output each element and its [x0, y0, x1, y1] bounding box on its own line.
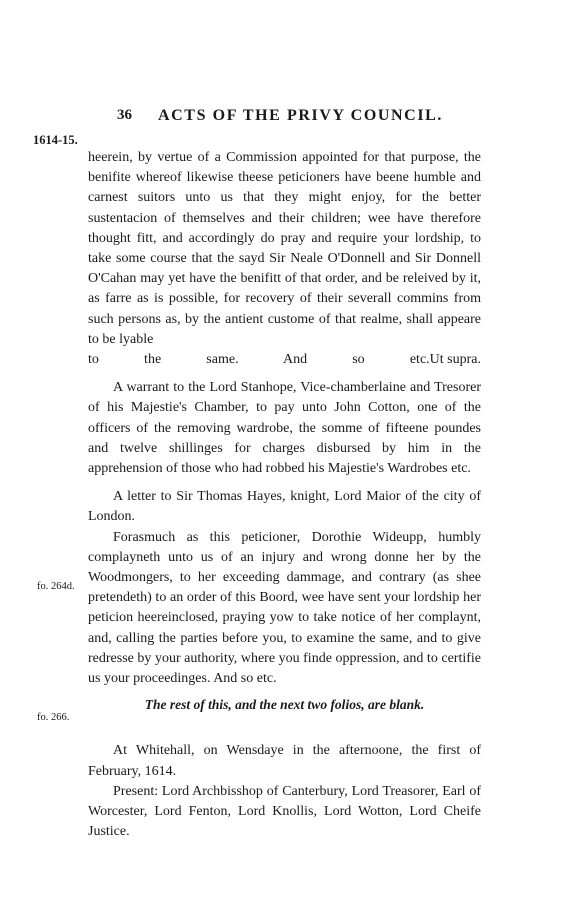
ut-supra: Ut supra. [429, 352, 481, 368]
present-list: Present: Lord Archbisshop of Canterbury, Lord Treasorer, Earl of Worcester, Lord Fenton, Lord Knollis, Lord Wotton, Lord Cheife Justice. [88, 783, 481, 840]
page-number: 36 [117, 107, 132, 123]
running-title: ACTS OF THE PRIVY COUNCIL. [158, 107, 444, 124]
folio-note-264d: fo. 264d. [37, 581, 75, 592]
paragraph-closing-line [88, 350, 481, 370]
page-header [0, 107, 567, 131]
meeting-heading: At Whitehall, on Wensdaye in the afternoone, the first of February, 1614. [88, 743, 481, 779]
folio-note-266: fo. 266. [37, 712, 70, 723]
closing-text: to the same. And so etc. [88, 352, 430, 368]
editorial-note: The rest of this, and the next two folios, are blank. [144, 697, 425, 713]
paragraph-letter-body: Forasmuch as this peticioner, Dorothie Wideupp, humbly complayneth unto us of an injury and wrong donne her by the Woodmongers, to her exceeding dammage, and contrary (as shee pretendeth) to an order of this Boord, wee have sent your lordship her peticion heereinclosed, praying yow to take notice of her complaynt, and, calling the parties before you, to examine the same, and to give redresse by your authority, where you finde oppression, and to certifie us your proceedinges. And so etc. [88, 529, 481, 687]
paragraph-warrant: A warrant to the Lord Stanhope, Vice-chamberlaine and Tresorer of his Majestie's Chamber, to pay unto John Cotton, one of the officers of the removing wardrobe, the somme of fifteene poundes and twelve shillinges for charges disbursed by him in the apprehension of those who had robbed his Majestie's Wardrobes etc. [88, 380, 481, 477]
body-text [88, 148, 481, 843]
year-margin-note: 1614-15. [33, 133, 78, 147]
paragraph-continued: heerein, by vertue of a Commission appointed for that purpose, the benifite whereof likewise theese peticioners have beene humble and carnest suitors unto us that they might enjoy, for the better sustentacion of themselves and their children; wee have therefore thought fitt, and accordingly do pray and require your lordship, to take some course that the sayd Sir Neale O'Donnell and Sir Donnell O'Cahan may yet have the benifitt of that order, and be releived by it, as farre as is possible, for recovery of their severall commins from such persons as, by the antient custome of that realme, shall appeare to be lyable [88, 150, 481, 347]
paragraph-letter-heading: A letter to Sir Thomas Hayes, knight, Lord Maior of the city of London. [88, 489, 481, 525]
